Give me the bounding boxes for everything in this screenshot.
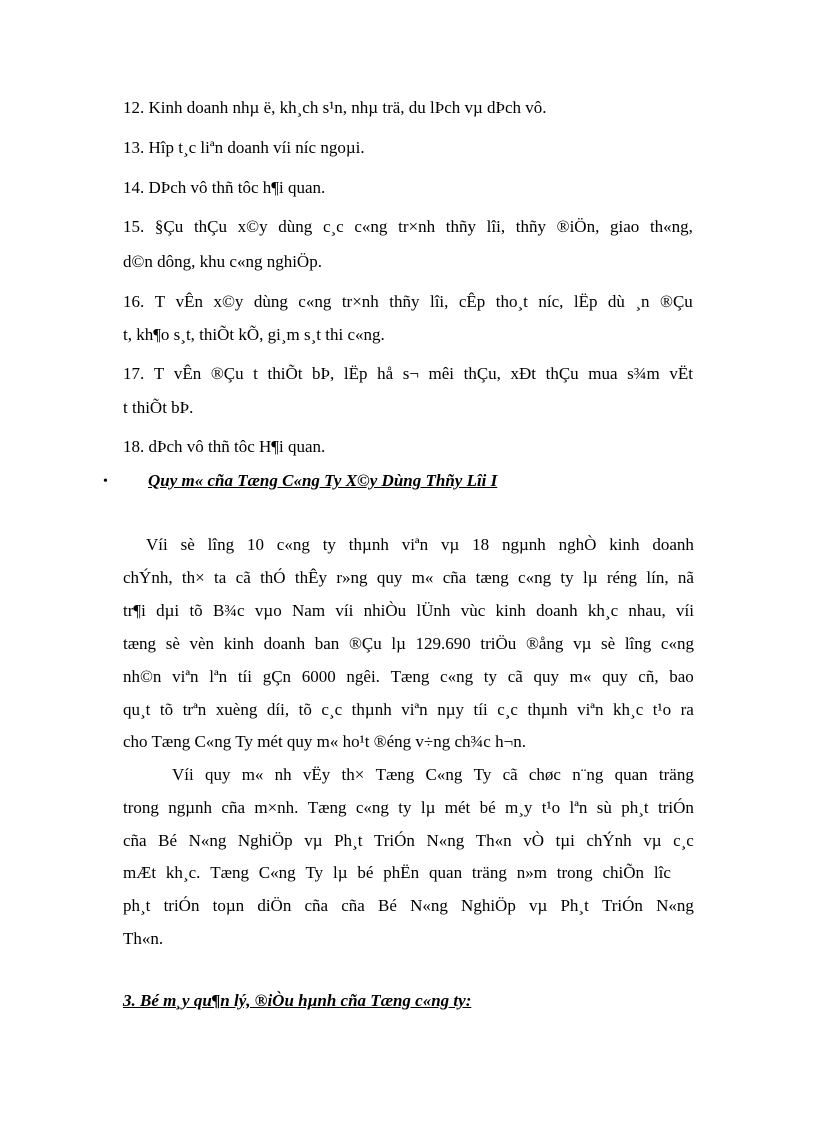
paragraph-line: chÝnh, th× ta cã thÓ thÊy r»ng quy m« cña tæng c«ng ty lµ réng lín, nã (123, 568, 694, 587)
list-item: 12. Kinh doanh nhµ ë, kh¸ch s¹n, nhµ trä, du lÞch vµ dÞch vô. (123, 98, 547, 117)
list-item: 15. §Çu thÇu x©y dùng c¸c c«ng tr×nh thñy lîi, thñy ®iÖn, giao th«ng, (123, 217, 693, 236)
paragraph-line: cña Bé N«ng NghiÖp vµ Ph¸t TriÓn N«ng Th«n vÒ tµi chÝnh vµ c¸c (123, 831, 694, 850)
list-item: 17. T vÊn ®Çu t thiÕt bÞ, lËp hå s¬ mêi thÇu, xÐt thÇu mua s¾m vËt (123, 364, 693, 383)
list-item: 16. T vÊn x©y dùng c«ng tr×nh thñy lîi, cÊp tho¸t níc, lËp dù ¸n ®Çu (123, 292, 693, 311)
paragraph-line: qu¸t tõ trªn xuèng díi, tõ c¸c thµnh viªn nµy tíi c¸c thµnh viªn kh¸c t¹o ra (123, 700, 694, 719)
paragraph-line: mÆt kh¸c. Tæng C«ng Ty lµ bé phËn quan träng n»m trong chiÕn lîc (123, 863, 671, 882)
paragraph-line: tr¶i dµi tõ B¾c vµo Nam víi nhiÒu lÜnh vùc kinh doanh kh¸c nhau, víi (123, 601, 694, 620)
paragraph-line: Th«n. (123, 929, 164, 948)
paragraph-line: ph¸t triÓn toµn diÖn cña cña Bé N«ng NghiÖp vµ Ph¸t TriÓn N«ng (123, 896, 694, 915)
paragraph-line: cho Tæng C«ng Ty mét quy m« ho¹t ®éng v÷ng ch¾c h¬n. (123, 732, 526, 751)
paragraph-line: Víi sè lîng 10 c«ng ty thµnh viªn vµ 18 ngµnh nghÒ kinh doanh (146, 535, 694, 554)
section-3-heading: 3. Bé m¸y qu¶n lý, ®iÒu hµnh cña Tæng c«ng ty: (123, 991, 472, 1010)
bullet-icon: • (103, 474, 108, 489)
section-heading: Quy m« cña Tæng C«ng Ty X©y Dùng Thñy Lîi I (148, 471, 498, 490)
paragraph-line: nh©n viªn lªn tíi gÇn 6000 ngêi. Tæng c«ng ty cã quy m« quy cñ, bao (123, 667, 694, 686)
paragraph-line: Víi quy m« nh vËy th× Tæng C«ng Ty cã chøc n¨ng quan träng (172, 765, 694, 784)
list-item-continuation: t, kh¶o s¸t, thiÕt kÕ, gi¸m s¸t thi c«ng. (123, 325, 385, 344)
list-item: 14. DÞch vô thñ tôc h¶i quan. (123, 178, 326, 197)
paragraph-line: trong ngµnh cña m×nh. Tæng c«ng ty lµ mét bé m¸y t¹o lªn sù ph¸t triÓn (123, 798, 694, 817)
list-item: 18. dÞch vô thñ tôc H¶i quan. (123, 437, 326, 456)
list-item: 13. Hîp t¸c liªn doanh víi níc ngoµi. (123, 138, 365, 157)
paragraph-line: tæng sè vèn kinh doanh ban ®Çu lµ 129.690 triÖu ®ång vµ sè lîng c«ng (123, 634, 694, 653)
list-item-continuation: t thiÕt bÞ. (123, 398, 194, 417)
list-item-continuation: d©n dông, khu c«ng nghiÖp. (123, 252, 322, 271)
